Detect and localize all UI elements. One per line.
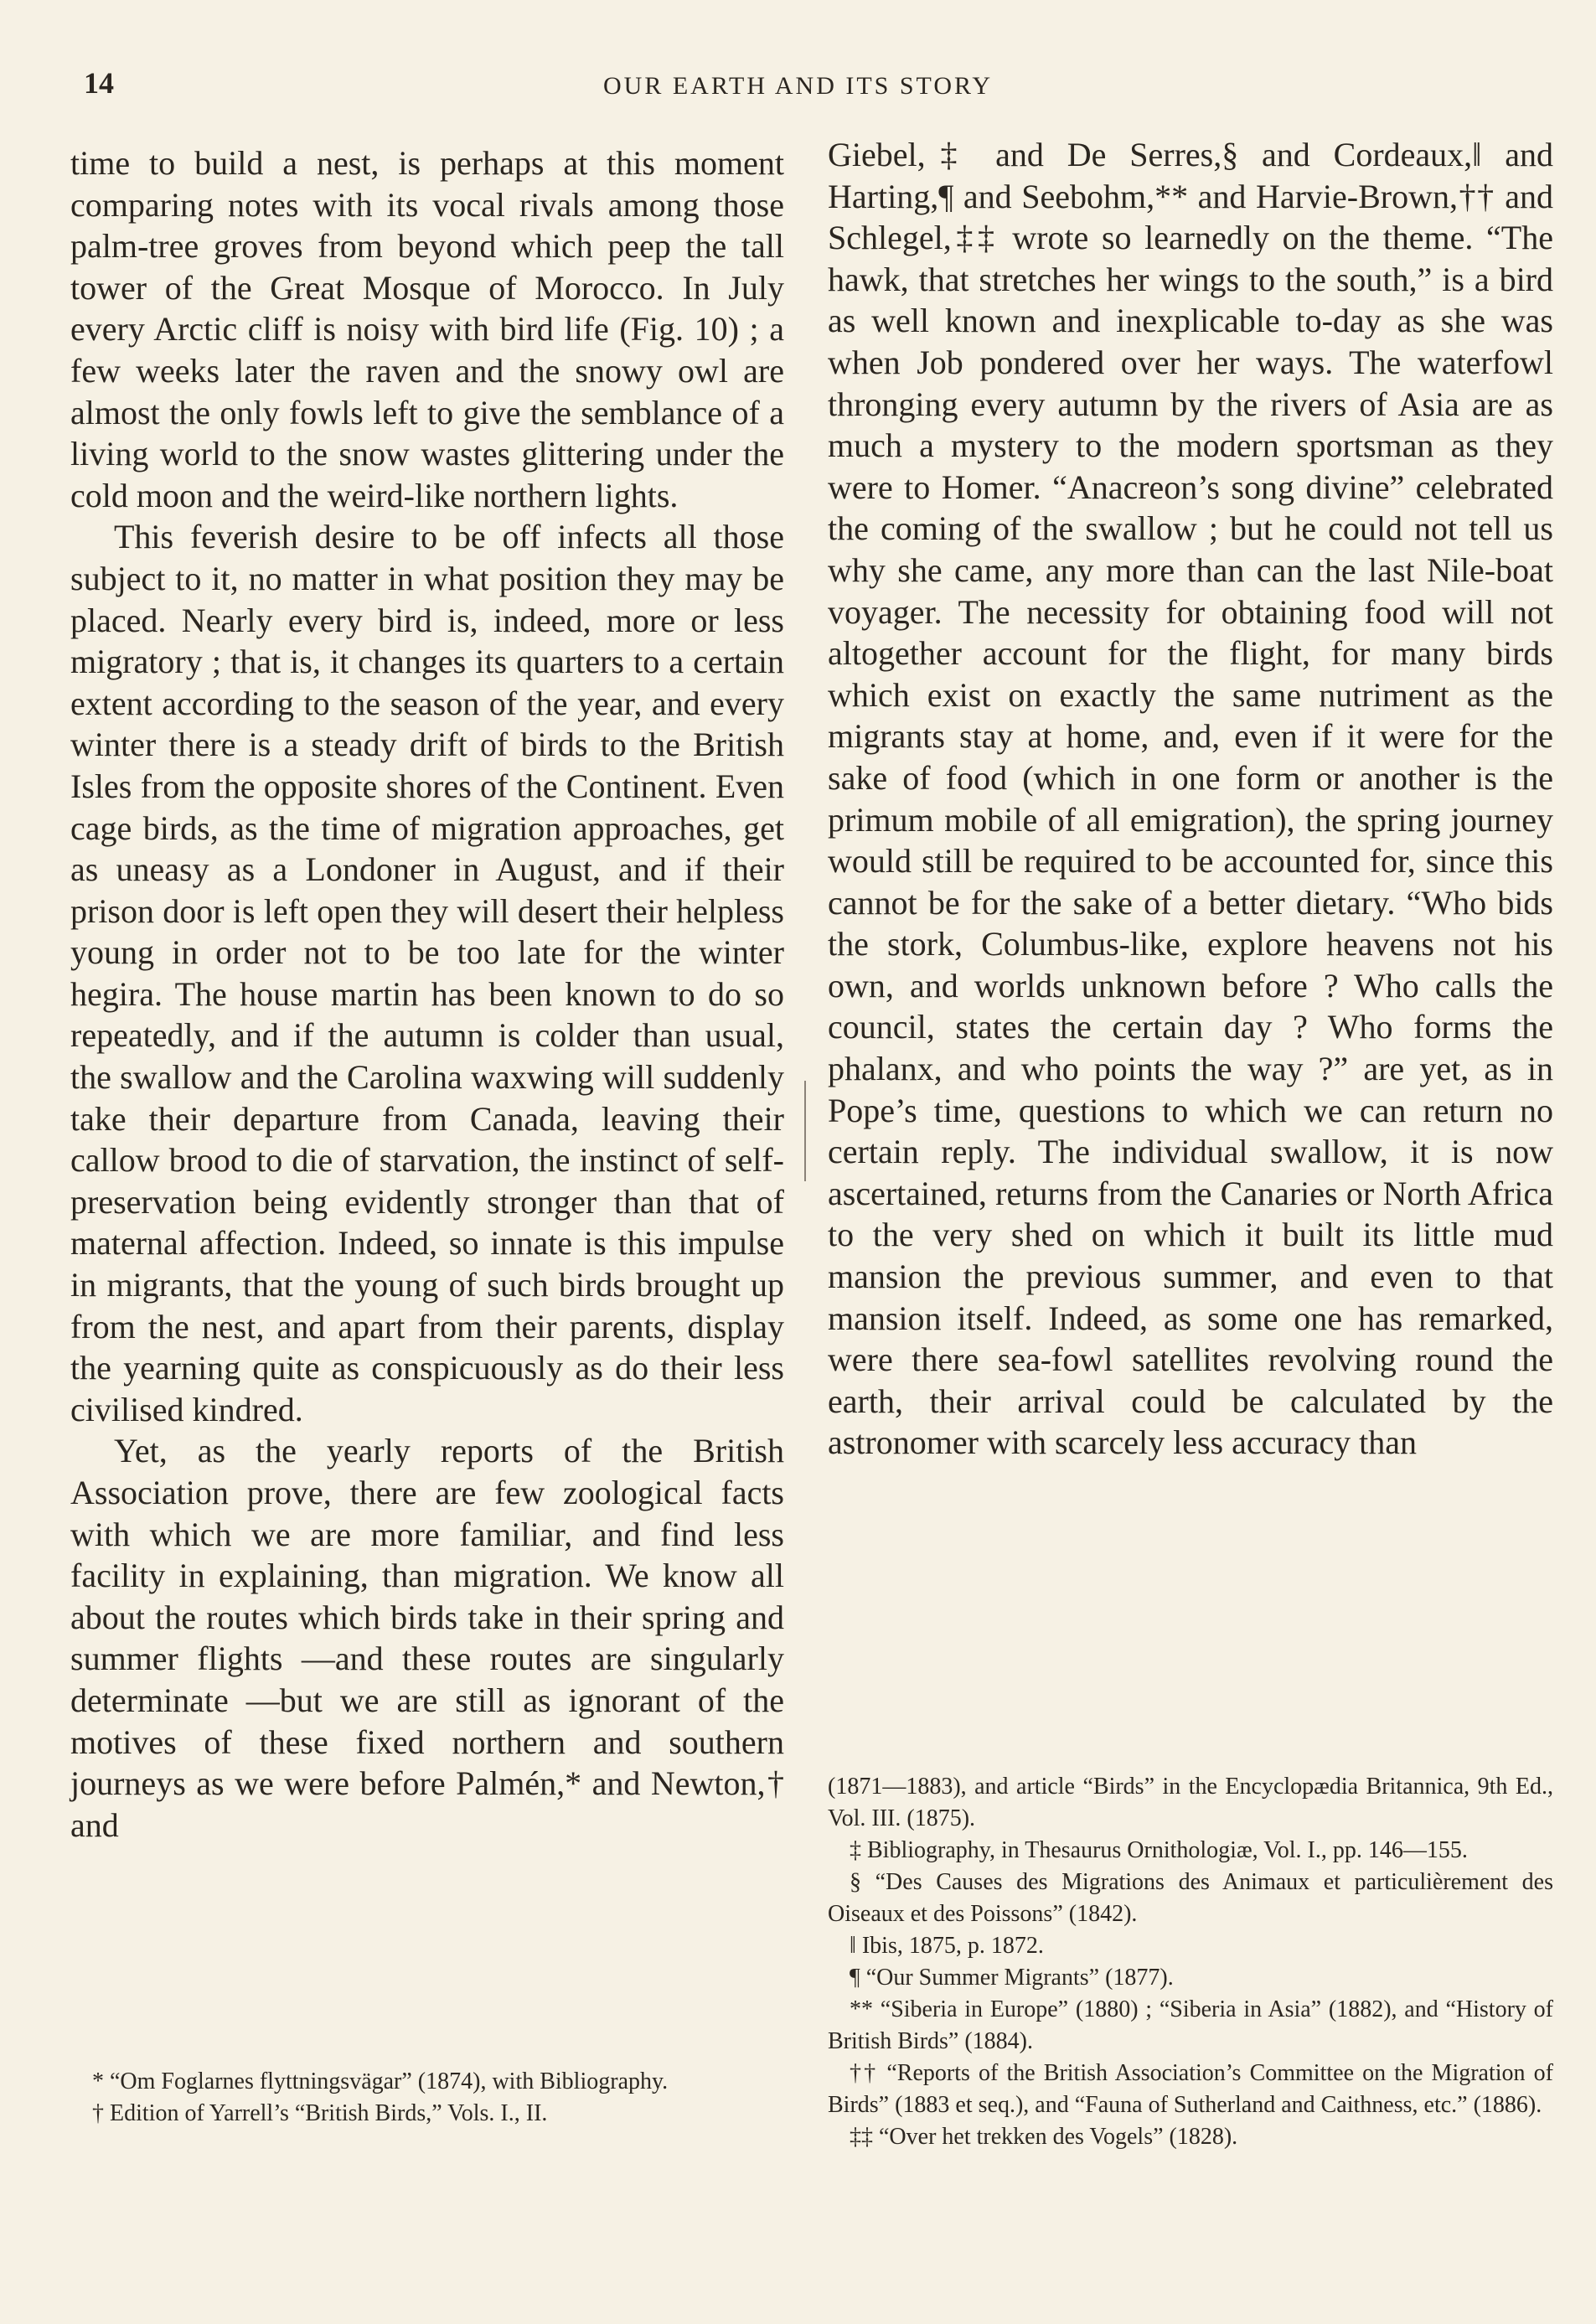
footnote: ‡‡ “Over het trekken des Vogels” (1828). bbox=[850, 2124, 1238, 2150]
right-body-text bbox=[828, 134, 1553, 1709]
paragraph: time to build a nest, is perhaps at this moment comparing notes with its vocal rivals among those palm-tree groves from beyond which peep the tall tower of the Great Mosque of Morocco. In July every Arctic cliff is noisy with bird life (Fig. 10) ; a few weeks later the raven and the snowy owl are almost the only fowls left to give the semblance of a living world to the snow wastes glittering under the cold moon and the weird-like northern lights. bbox=[70, 144, 784, 514]
footnote: † Edition of Yarrell’s “British Birds,” Vols. I., II. bbox=[92, 2100, 548, 2126]
footnote: * “Om Foglarnes flyttningsvägar” (1874), with Bibliography. bbox=[92, 2068, 669, 2094]
right-footnotes bbox=[828, 1771, 1553, 2153]
footnote: ** “Siberia in Europe” (1880) ; “Siberia in Asia” (1882), and “History of British Birds” (1884). bbox=[828, 1996, 1553, 2054]
paragraph: This feverish desire to be off infects all those subject to it, no matter in what position they may be placed. Nearly every bird is, indeed, more or less migratory ; that is, it changes its quarters to a certain extent according to the season of the year, and every winter there is a steady drift of birds to the British Isles from the opposite shores of the Continent. Even cage birds, as the time of migration approaches, get as uneasy as a Londoner in August, and if their prison door is left open they will desert their helpless young in order not to be too late for the winter hegira. The house martin has been known to do so repeatedly, and if the autumn is colder than usual, the swallow and the Carolina waxwing will suddenly take their departure from Canada, leaving their callow brood to die of starvation, the instinct of self-preservation being evidently stronger than that of maternal affection. Indeed, so innate is this impulse in migrants, that the young of such birds brought up from the nest, and apart from their parents, display the yearning quite as conspicuously as do their less civilised kindred. bbox=[70, 518, 784, 1428]
footnote: †† “Reports of the British Association’s Committee on the Migration of Birds” (1883 et seq.), and “Fauna of Sutherland and Caithness, etc.” (1886). bbox=[828, 2060, 1553, 2118]
paragraph: Giebel,‡ and De Serres,§ and Cordeaux,‖ and Harting,¶ and Seebohm,** and Harvie-Brown,†† and Schlegel,‡‡ wrote so learnedly on the theme. “The hawk, that stretches her wings to the south,” is a bird as well known and inexplicable to-day as she was when Job pondered over her ways. The waterfowl thronging every autumn by the rivers of Asia are as much a mystery to the modern sportsman as they were to Homer. “Anacreon’s song divine” celebrated the coming of the swallow ; but he could not tell us why she came, any more than can the last Nile-boat voyager. The necessity for obtaining food will not altogether account for the flight, for many birds which exist on exactly the same nutriment as the migrants stay at home, and, even if it were for the sake of food (which in one form or another is the primum mobile of all emigration), the spring journey would still be required to be accounted for, since this cannot be for the sake of a better dietary. “Who bids the stork, Columbus-like, explore heavens not his own, and worlds unknown before ? Who calls the council, states the certain day ? Who forms the phalanx, and who points the way ?” are yet, as in Pope’s time, questions to which we can return no certain reply. The individual swallow, it is now ascertained, returns from the Canaries or North Africa to the very shed on which it built its little mud mansion the previous summer, and even to that mansion itself. Indeed, as some one has remarked, were there sea-fowl satellites revolving round the earth, their arrival could be calculated by the astronomer with scarcely less accuracy than bbox=[828, 136, 1553, 1462]
footnote: ‖ Ibis, 1875, p. 1872. bbox=[850, 1933, 1044, 1959]
running-title: OUR EARTH AND ITS STORY bbox=[602, 72, 994, 100]
footnote: ‡ Bibliography, in Thesaurus Ornithologiæ, Vol. I., pp. 146—155. bbox=[850, 1837, 1468, 1863]
page-number: 14 bbox=[84, 66, 114, 100]
footnote: § “Des Causes des Migrations des Animaux et particulièrement des Oiseaux et des Poissons” (1842). bbox=[828, 1869, 1553, 1927]
footnote: ¶ “Our Summer Migrants” (1877). bbox=[850, 1965, 1174, 1991]
left-footnotes bbox=[70, 2066, 784, 2130]
paragraph: Yet, as the yearly reports of the British Association prove, there are few zoological facts with which we are more familiar, and find less facility in explaining, than migration. We know all about the routes which birds take in their spring and summer flights —and these routes are singularly determinate —but we are still as ignorant of the motives of these fixed northern and southern journeys as we were before Palmén,* and Newton,† and bbox=[70, 1432, 784, 1844]
left-body-text bbox=[70, 142, 784, 2054]
footnote: (1871—1883), and article “Birds” in the Encyclopædia Britannica, 9th Ed., Vol. III. (1875). bbox=[828, 1774, 1553, 1831]
right-column bbox=[828, 134, 1553, 2153]
left-column bbox=[70, 142, 784, 2130]
column-divider bbox=[804, 1081, 806, 1181]
